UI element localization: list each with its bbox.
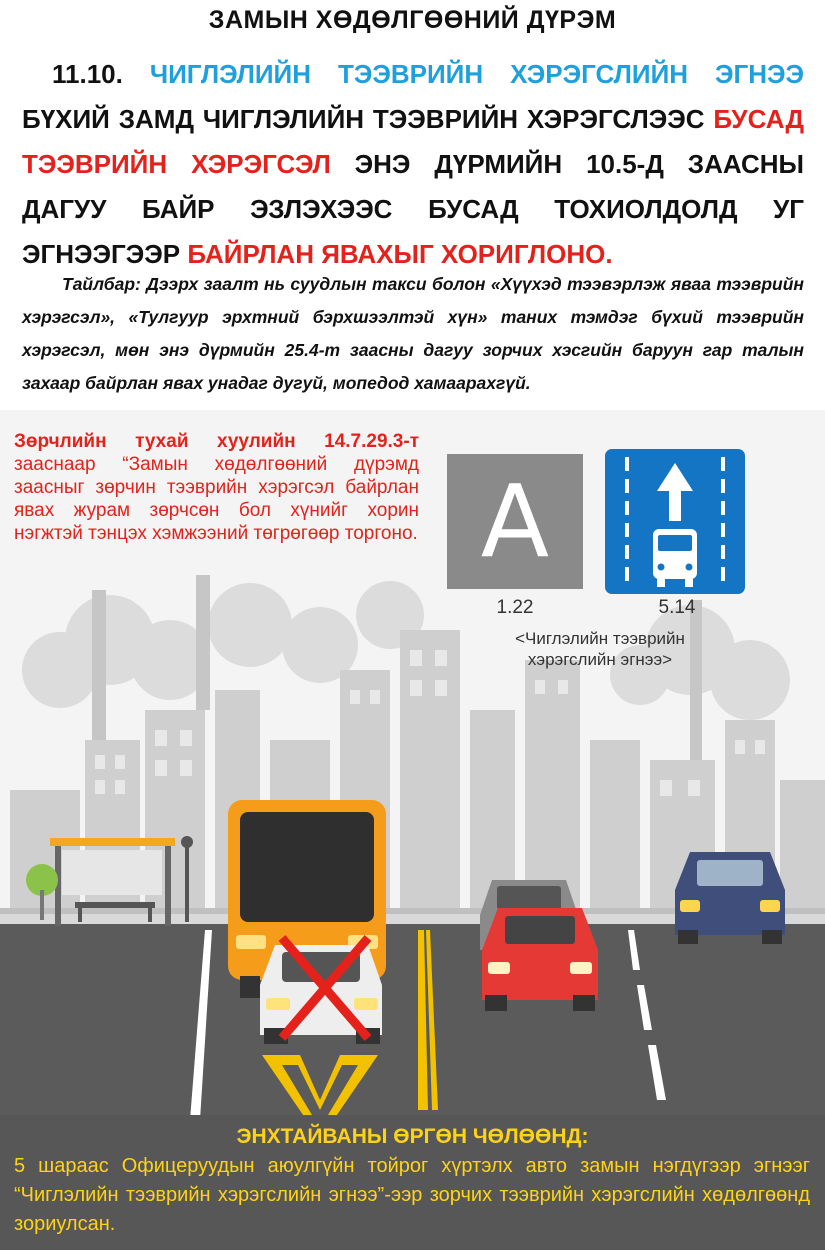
- sign-1-caption: 1.22: [496, 597, 534, 618]
- bus-lane-arrow-icon: [605, 449, 745, 594]
- sign-a-letter: A: [480, 463, 550, 580]
- rule-lane-phrase: ЧИГЛЭЛИЙН ТЭЭВРИЙН ХЭРЭГСЛИЙН ЭГНЭЭ: [149, 59, 804, 89]
- signs-description: <Чиглэлийн тээврийн хэрэгслийн эгнээ>: [515, 629, 685, 669]
- rule-other-vehicles: БУСАД ТЭЭВРИЙН ХЭРЭГСЭЛ: [22, 104, 804, 179]
- rule-text-a: БҮХИЙ ЗАМД ЧИГЛЭЛИЙН ТЭЭВРИЙН ХЭРЭГСЛЭЭС: [22, 104, 705, 134]
- sign-5-14-bus-lane: [605, 449, 745, 594]
- rule-number: 11.10.: [52, 59, 123, 89]
- page-title: ЗАМЫН ХӨДӨЛГӨӨНИЙ ДҮРЭМ: [208, 6, 617, 34]
- rule-text-b: ЭНЭ ДҮРМИЙН 10.5-Д ЗААСНЫ ДАГУУ БАЙР ЭЗЛЭХЭЭС БУСАД ТОХИОЛДОЛД УГ ЭГНЭЭГЭЭР: [22, 149, 804, 269]
- sign-2-caption: 5.14: [658, 597, 696, 618]
- footer-text: 5 шараас Офицеруудын аюулгүйн тойрог хүртэлх авто замын нэгдүгээр эгнээг “Чиглэлийн тээврийн хэрэгслийн эгнээ”-ээр зорчих тээврийн хэрэгслийн хөдөлгөөнд зориулсан.: [14, 1155, 810, 1235]
- law-paragraph: [14, 430, 419, 545]
- sign-1-22-lane: [447, 454, 583, 589]
- rule-paragraph: [22, 52, 804, 277]
- rule-prohibition: БАЙРЛАН ЯВАХЫГ ХОРИГЛОНО.: [187, 239, 613, 269]
- law-text: зааснаар “Замын хөдөлгөөний дүрэмд заасныг зөрчин тээврийн хэрэгсэл байрлан явах журам зөрчсөн бол хүнийг хорин нэгжтэй тэнцэх хэмжээний төгрөгөөр торгоно.: [14, 454, 419, 544]
- law-lead: Зөрчлийн тухай хуулийн 14.7.29.3-т: [14, 431, 419, 452]
- note-paragraph: Тайлбар: Дээрх заалт нь суудлын такси болон «Хүүхэд тээвэрлэж яваа тээврийн хэрэгсэл», «Тулгуур эрхтний бэрхшээлтэй хүн» таних тэмдэг бүхий тээврийн хэрэгсэл, мөн энэ дүрмийн 25.4-т заасны дагуу зорчих хэсгийн баруун гар талын захаар байрлан явах унадаг дугуй, мопедод хамаарахгүй.: [22, 274, 804, 393]
- footer-title: ЭНХТАЙВАНЫ ӨРГӨН ЧӨЛӨӨНД:: [236, 1125, 589, 1148]
